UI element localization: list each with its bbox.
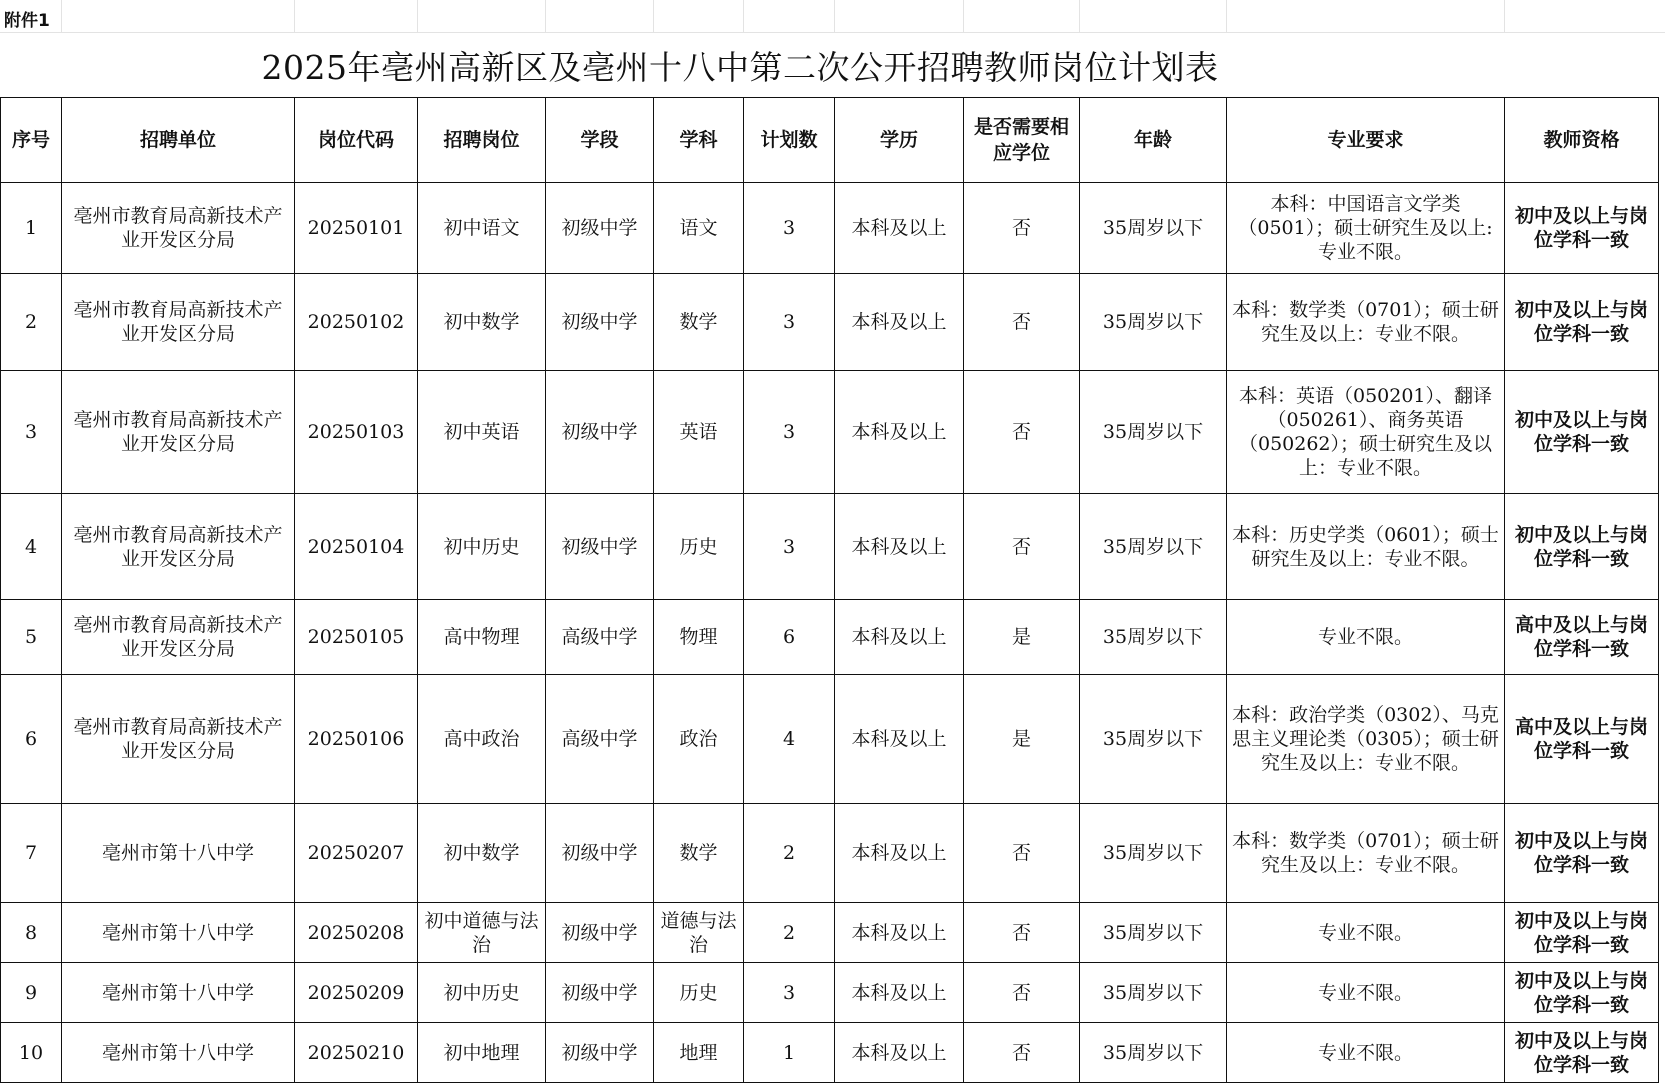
cell-major: 专业不限。 — [1227, 963, 1505, 1023]
cell-degree: 否 — [964, 371, 1080, 494]
cell-qualification: 初中及以上与岗位学科一致 — [1505, 274, 1659, 371]
header-count: 计划数 — [744, 98, 835, 183]
cell-unit: 亳州市第十八中学 — [62, 1023, 295, 1083]
cell-education: 本科及以上 — [835, 1023, 964, 1083]
cell-subject: 数学 — [654, 804, 744, 903]
cell-qualification: 初中及以上与岗位学科一致 — [1505, 371, 1659, 494]
cell-education: 本科及以上 — [835, 804, 964, 903]
cell-qualification: 初中及以上与岗位学科一致 — [1505, 1023, 1659, 1083]
table-row — [1, 1023, 1659, 1083]
cell-count: 1 — [744, 1023, 835, 1083]
cell-subject: 地理 — [654, 1023, 744, 1083]
header-code: 岗位代码 — [295, 98, 418, 183]
cell-seq: 5 — [1, 600, 62, 675]
cell-seq: 6 — [1, 675, 62, 804]
cell-seq: 7 — [1, 804, 62, 903]
cell-stage: 高级中学 — [546, 600, 654, 675]
grid-line — [653, 0, 654, 32]
cell-seq: 8 — [1, 903, 62, 963]
cell-code: 20250103 — [295, 371, 418, 494]
cell-major: 本科：英语（050201）、翻译（050261）、商务英语（050262）；硕士研究生及以上：专业不限。 — [1227, 371, 1505, 494]
cell-degree: 否 — [964, 494, 1080, 600]
cell-seq: 4 — [1, 494, 62, 600]
cell-stage: 高级中学 — [546, 675, 654, 804]
cell-age: 35周岁以下 — [1080, 183, 1227, 274]
cell-post: 高中政治 — [418, 675, 546, 804]
cell-degree: 否 — [964, 804, 1080, 903]
table-row — [1, 675, 1659, 804]
cell-qualification: 初中及以上与岗位学科一致 — [1505, 494, 1659, 600]
cell-unit: 亳州市第十八中学 — [62, 804, 295, 903]
cell-unit: 亳州市教育局高新技术产业开发区分局 — [62, 675, 295, 804]
cell-major: 本科：政治学类（0302）、马克思主义理论类（0305）；硕士研究生及以上：专业不限。 — [1227, 675, 1505, 804]
cell-age: 35周岁以下 — [1080, 600, 1227, 675]
cell-education: 本科及以上 — [835, 494, 964, 600]
cell-unit: 亳州市教育局高新技术产业开发区分局 — [62, 274, 295, 371]
table-row — [1, 183, 1659, 274]
cell-code: 20250208 — [295, 903, 418, 963]
cell-stage: 初级中学 — [546, 183, 654, 274]
cell-unit: 亳州市教育局高新技术产业开发区分局 — [62, 183, 295, 274]
table-row — [1, 963, 1659, 1023]
cell-degree: 否 — [964, 963, 1080, 1023]
header-degree: 是否需要相应学位 — [964, 98, 1080, 183]
header-major: 专业要求 — [1227, 98, 1505, 183]
cell-code: 20250102 — [295, 274, 418, 371]
cell-subject: 道德与法治 — [654, 903, 744, 963]
cell-post: 初中道德与法治 — [418, 903, 546, 963]
cell-subject: 历史 — [654, 963, 744, 1023]
cell-count: 3 — [744, 494, 835, 600]
cell-age: 35周岁以下 — [1080, 804, 1227, 903]
sheet-header-area — [0, 0, 1665, 97]
cell-age: 35周岁以下 — [1080, 675, 1227, 804]
cell-stage: 初级中学 — [546, 1023, 654, 1083]
cell-post: 初中历史 — [418, 494, 546, 600]
cell-code: 20250104 — [295, 494, 418, 600]
cell-stage: 初级中学 — [546, 963, 654, 1023]
cell-major: 本科：中国语言文学类（0501）；硕士研究生及以上:专业不限。 — [1227, 183, 1505, 274]
header-education: 学历 — [835, 98, 964, 183]
table-row — [1, 804, 1659, 903]
cell-unit: 亳州市教育局高新技术产业开发区分局 — [62, 494, 295, 600]
cell-count: 4 — [744, 675, 835, 804]
cell-degree: 否 — [964, 274, 1080, 371]
cell-degree: 否 — [964, 1023, 1080, 1083]
cell-count: 3 — [744, 183, 835, 274]
cell-education: 本科及以上 — [835, 274, 964, 371]
cell-count: 2 — [744, 903, 835, 963]
cell-degree: 是 — [964, 675, 1080, 804]
table-row — [1, 903, 1659, 963]
grid-line — [834, 0, 835, 32]
cell-major: 本科：历史学类（0601）；硕士研究生及以上：专业不限。 — [1227, 494, 1505, 600]
cell-stage: 初级中学 — [546, 274, 654, 371]
header-post: 招聘岗位 — [418, 98, 546, 183]
cell-count: 6 — [744, 600, 835, 675]
header-row — [1, 98, 1659, 183]
grid-line — [963, 0, 964, 32]
cell-education: 本科及以上 — [835, 183, 964, 274]
cell-seq: 2 — [1, 274, 62, 371]
cell-stage: 初级中学 — [546, 903, 654, 963]
cell-count: 3 — [744, 963, 835, 1023]
cell-qualification: 初中及以上与岗位学科一致 — [1505, 183, 1659, 274]
cell-subject: 英语 — [654, 371, 744, 494]
cell-subject: 政治 — [654, 675, 744, 804]
cell-age: 35周岁以下 — [1080, 494, 1227, 600]
grid-line — [0, 32, 1665, 33]
grid-line — [1226, 0, 1227, 32]
cell-seq: 9 — [1, 963, 62, 1023]
cell-code: 20250207 — [295, 804, 418, 903]
recruitment-plan-table — [0, 97, 1659, 1083]
cell-education: 本科及以上 — [835, 675, 964, 804]
cell-post: 初中语文 — [418, 183, 546, 274]
table-row — [1, 494, 1659, 600]
cell-post: 初中数学 — [418, 804, 546, 903]
grid-line — [417, 0, 418, 32]
cell-degree: 否 — [964, 903, 1080, 963]
grid-line — [294, 0, 295, 32]
cell-age: 35周岁以下 — [1080, 274, 1227, 371]
cell-stage: 初级中学 — [546, 804, 654, 903]
header-qualification: 教师资格 — [1505, 98, 1659, 183]
cell-degree: 否 — [964, 183, 1080, 274]
grid-line — [1504, 0, 1505, 32]
cell-education: 本科及以上 — [835, 371, 964, 494]
cell-qualification: 初中及以上与岗位学科一致 — [1505, 804, 1659, 903]
cell-age: 35周岁以下 — [1080, 1023, 1227, 1083]
cell-subject: 语文 — [654, 183, 744, 274]
cell-subject: 数学 — [654, 274, 744, 371]
cell-stage: 初级中学 — [546, 494, 654, 600]
cell-seq: 10 — [1, 1023, 62, 1083]
cell-qualification: 初中及以上与岗位学科一致 — [1505, 963, 1659, 1023]
header-age: 年龄 — [1080, 98, 1227, 183]
cell-age: 35周岁以下 — [1080, 371, 1227, 494]
cell-major: 本科：数学类（0701）；硕士研究生及以上：专业不限。 — [1227, 804, 1505, 903]
cell-stage: 初级中学 — [546, 371, 654, 494]
cell-subject: 历史 — [654, 494, 744, 600]
header-subject: 学科 — [654, 98, 744, 183]
cell-major: 专业不限。 — [1227, 1023, 1505, 1083]
cell-post: 初中历史 — [418, 963, 546, 1023]
attachment-label: 附件1 — [4, 11, 50, 31]
cell-qualification: 高中及以上与岗位学科一致 — [1505, 600, 1659, 675]
cell-education: 本科及以上 — [835, 600, 964, 675]
cell-post: 初中数学 — [418, 274, 546, 371]
grid-line — [743, 0, 744, 32]
cell-post: 初中地理 — [418, 1023, 546, 1083]
grid-line — [1079, 0, 1080, 32]
cell-subject: 物理 — [654, 600, 744, 675]
cell-code: 20250101 — [295, 183, 418, 274]
header-seq: 序号 — [1, 98, 62, 183]
cell-code: 20250210 — [295, 1023, 418, 1083]
cell-major: 专业不限。 — [1227, 903, 1505, 963]
cell-code: 20250209 — [295, 963, 418, 1023]
page-title: 2025年亳州高新区及亳州十八中第二次公开招聘教师岗位计划表 — [261, 48, 1219, 87]
cell-count: 3 — [744, 371, 835, 494]
table-row — [1, 371, 1659, 494]
cell-age: 35周岁以下 — [1080, 903, 1227, 963]
cell-unit: 亳州市教育局高新技术产业开发区分局 — [62, 371, 295, 494]
grid-line — [61, 0, 62, 32]
cell-qualification: 高中及以上与岗位学科一致 — [1505, 675, 1659, 804]
cell-seq: 1 — [1, 183, 62, 274]
header-unit: 招聘单位 — [62, 98, 295, 183]
cell-degree: 是 — [964, 600, 1080, 675]
cell-unit: 亳州市教育局高新技术产业开发区分局 — [62, 600, 295, 675]
cell-major: 专业不限。 — [1227, 600, 1505, 675]
cell-post: 高中物理 — [418, 600, 546, 675]
cell-seq: 3 — [1, 371, 62, 494]
cell-major: 本科：数学类（0701）；硕士研究生及以上：专业不限。 — [1227, 274, 1505, 371]
cell-unit: 亳州市第十八中学 — [62, 903, 295, 963]
cell-count: 2 — [744, 804, 835, 903]
grid-line — [545, 0, 546, 32]
cell-education: 本科及以上 — [835, 963, 964, 1023]
header-stage: 学段 — [546, 98, 654, 183]
table-row — [1, 600, 1659, 675]
cell-age: 35周岁以下 — [1080, 963, 1227, 1023]
cell-count: 3 — [744, 274, 835, 371]
cell-post: 初中英语 — [418, 371, 546, 494]
table-row — [1, 274, 1659, 371]
cell-qualification: 初中及以上与岗位学科一致 — [1505, 903, 1659, 963]
cell-code: 20250106 — [295, 675, 418, 804]
cell-unit: 亳州市第十八中学 — [62, 963, 295, 1023]
cell-code: 20250105 — [295, 600, 418, 675]
cell-education: 本科及以上 — [835, 903, 964, 963]
